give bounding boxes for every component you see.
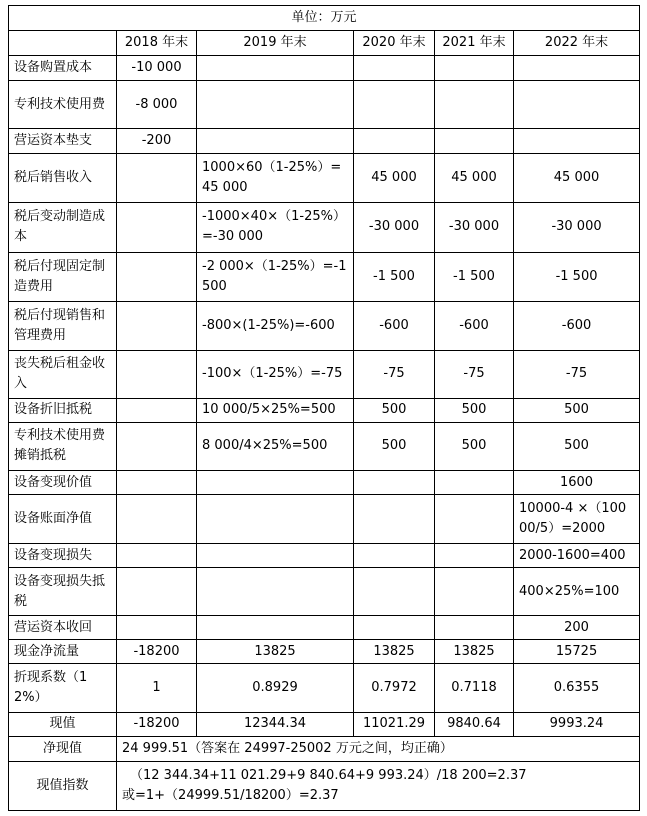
pvi-formula-line-1: （12 344.34+11 021.29+9 840.64+9 993.24）/18 200=2.37: [130, 767, 527, 783]
cell-2018: [117, 203, 197, 252]
cell-2019: [197, 495, 354, 544]
cell-2018: -200: [117, 129, 197, 154]
cell-2019: 1000×60（1-25%）=45 000: [197, 154, 354, 203]
table-row: [9, 129, 640, 154]
cell-2021: [435, 129, 514, 154]
row-label: 丧失税后租金收入: [9, 350, 117, 398]
table-row: [9, 495, 640, 544]
cell-2018: -8 000: [117, 81, 197, 129]
cell-2019: 0.8929: [197, 664, 354, 712]
row-label: 设备变现损失: [9, 544, 117, 568]
unit-label: 单位：万元: [9, 6, 640, 31]
row-label: 设备变现损失抵税: [9, 568, 117, 616]
cell-2018: [117, 398, 197, 422]
cell-2020: [354, 616, 435, 640]
cell-2018: [117, 301, 197, 350]
cell-2019: [197, 471, 354, 495]
cell-2022: -75: [514, 350, 640, 398]
pvi-value: [117, 761, 640, 810]
row-label: 设备账面净值: [9, 495, 117, 544]
cell-2021: 500: [435, 422, 514, 470]
cell-2019: -800×(1-25%)=-600: [197, 301, 354, 350]
cell-2020: [354, 56, 435, 81]
cell-2018: [117, 252, 197, 301]
cell-2021: 0.7118: [435, 664, 514, 712]
row-label: 现金净流量: [9, 640, 117, 664]
row-label: 税后变动制造成本: [9, 203, 117, 252]
cell-2021: -1 500: [435, 252, 514, 301]
table-row: [9, 616, 640, 640]
row-label: 专利技术使用费: [9, 81, 117, 129]
table-row: [9, 640, 640, 664]
col-header-2021: 2021 年末: [435, 31, 514, 56]
cell-2021: 9840.64: [435, 712, 514, 736]
row-label: 营运资本收回: [9, 616, 117, 640]
col-header-2022: 2022 年末: [514, 31, 640, 56]
cell-2022: 0.6355: [514, 664, 640, 712]
col-header-2019: 2019 年末: [197, 31, 354, 56]
cash-flow-table: [8, 5, 640, 811]
pvi-label: 现值指数: [9, 761, 117, 810]
header-row: [9, 31, 640, 56]
cell-2020: -600: [354, 301, 435, 350]
pvi-row: [9, 761, 640, 810]
cell-2021: [435, 471, 514, 495]
cell-2020: [354, 81, 435, 129]
cell-2019: 12344.34: [197, 712, 354, 736]
table-row: [9, 544, 640, 568]
cell-2019: 13825: [197, 640, 354, 664]
cell-2018: -10 000: [117, 56, 197, 81]
cell-2022: -30 000: [514, 203, 640, 252]
cell-2022: [514, 81, 640, 129]
cell-2021: 13825: [435, 640, 514, 664]
table-row: [9, 81, 640, 129]
cell-2018: [117, 350, 197, 398]
cell-2021: 45 000: [435, 154, 514, 203]
row-label: 税后销售收入: [9, 154, 117, 203]
table-row: [9, 252, 640, 301]
pvi-formula-line-2: 或=1+（24999.51/18200）=2.37: [122, 787, 339, 803]
cell-2019: -100×（1-25%）=-75: [197, 350, 354, 398]
col-header-2020: 2020 年末: [354, 31, 435, 56]
cell-2022: 1600: [514, 471, 640, 495]
table-row: [9, 471, 640, 495]
cell-2019: -1000×40×（1-25%）=-30 000: [197, 203, 354, 252]
cell-2022: 200: [514, 616, 640, 640]
cell-2018: 1: [117, 664, 197, 712]
cell-2018: [117, 544, 197, 568]
cell-2018: -18200: [117, 712, 197, 736]
row-label: 设备变现价值: [9, 471, 117, 495]
cell-2022: 500: [514, 398, 640, 422]
cell-2018: [117, 471, 197, 495]
cell-2022: 45 000: [514, 154, 640, 203]
row-label: 税后付现固定制造费用: [9, 252, 117, 301]
cell-2022: -1 500: [514, 252, 640, 301]
table-row: [9, 203, 640, 252]
npv-value: 24 999.51（答案在 24997-25002 万元之间，均正确）: [117, 736, 640, 761]
table-row: [9, 154, 640, 203]
cell-2022: 2000-1600=400: [514, 544, 640, 568]
cell-2020: -75: [354, 350, 435, 398]
cell-2020: [354, 568, 435, 616]
cell-2019: [197, 56, 354, 81]
cell-2018: -18200: [117, 640, 197, 664]
row-label: 设备购置成本: [9, 56, 117, 81]
npv-label: 净现值: [9, 736, 117, 761]
cell-2022: 10000-4 ×（10000/5）=2000: [514, 495, 640, 544]
cell-2020: 11021.29: [354, 712, 435, 736]
col-header-2018: 2018 年末: [117, 31, 197, 56]
row-label: 现值: [9, 712, 117, 736]
cell-2019: [197, 616, 354, 640]
cell-2021: [435, 616, 514, 640]
cell-2021: [435, 568, 514, 616]
cell-2021: [435, 544, 514, 568]
cell-2018: [117, 422, 197, 470]
header-corner: [9, 31, 117, 56]
cell-2019: [197, 81, 354, 129]
cell-2018: [117, 495, 197, 544]
cell-2019: [197, 129, 354, 154]
cell-2021: -600: [435, 301, 514, 350]
table-row: [9, 422, 640, 470]
table-row: [9, 56, 640, 81]
cell-2022: 9993.24: [514, 712, 640, 736]
cell-2021: -30 000: [435, 203, 514, 252]
cell-2022: -600: [514, 301, 640, 350]
cell-2020: -30 000: [354, 203, 435, 252]
cell-2019: 10 000/5×25%=500: [197, 398, 354, 422]
cell-2019: [197, 568, 354, 616]
row-label: 设备折旧抵税: [9, 398, 117, 422]
cell-2020: [354, 544, 435, 568]
cell-2019: 8 000/4×25%=500: [197, 422, 354, 470]
cell-2019: [197, 544, 354, 568]
cell-2020: 45 000: [354, 154, 435, 203]
row-label: 税后付现销售和管理费用: [9, 301, 117, 350]
unit-row: [9, 6, 640, 31]
table-row: [9, 664, 640, 712]
cell-2022: 400×25%=100: [514, 568, 640, 616]
cell-2020: 0.7972: [354, 664, 435, 712]
cell-2018: [117, 616, 197, 640]
table-row: [9, 301, 640, 350]
table-row: [9, 350, 640, 398]
row-label: 专利技术使用费摊销抵税: [9, 422, 117, 470]
row-label: 折现系数（12%）: [9, 664, 117, 712]
cell-2020: 500: [354, 422, 435, 470]
cell-2021: [435, 81, 514, 129]
cell-2021: [435, 56, 514, 81]
table-row: [9, 398, 640, 422]
cell-2020: -1 500: [354, 252, 435, 301]
row-label: 营运资本垫支: [9, 129, 117, 154]
cell-2018: [117, 568, 197, 616]
cell-2021: 500: [435, 398, 514, 422]
cell-2019: -2 000×（1-25%）=-1 500: [197, 252, 354, 301]
cell-2022: 500: [514, 422, 640, 470]
cell-2020: [354, 129, 435, 154]
cell-2020: 500: [354, 398, 435, 422]
cell-2018: [117, 154, 197, 203]
cell-2020: 13825: [354, 640, 435, 664]
table-row: [9, 568, 640, 616]
table-row: [9, 712, 640, 736]
cell-2021: [435, 495, 514, 544]
cell-2021: -75: [435, 350, 514, 398]
cell-2020: [354, 471, 435, 495]
cell-2020: [354, 495, 435, 544]
npv-row: [9, 736, 640, 761]
cell-2022: [514, 129, 640, 154]
cell-2022: 15725: [514, 640, 640, 664]
cell-2022: [514, 56, 640, 81]
